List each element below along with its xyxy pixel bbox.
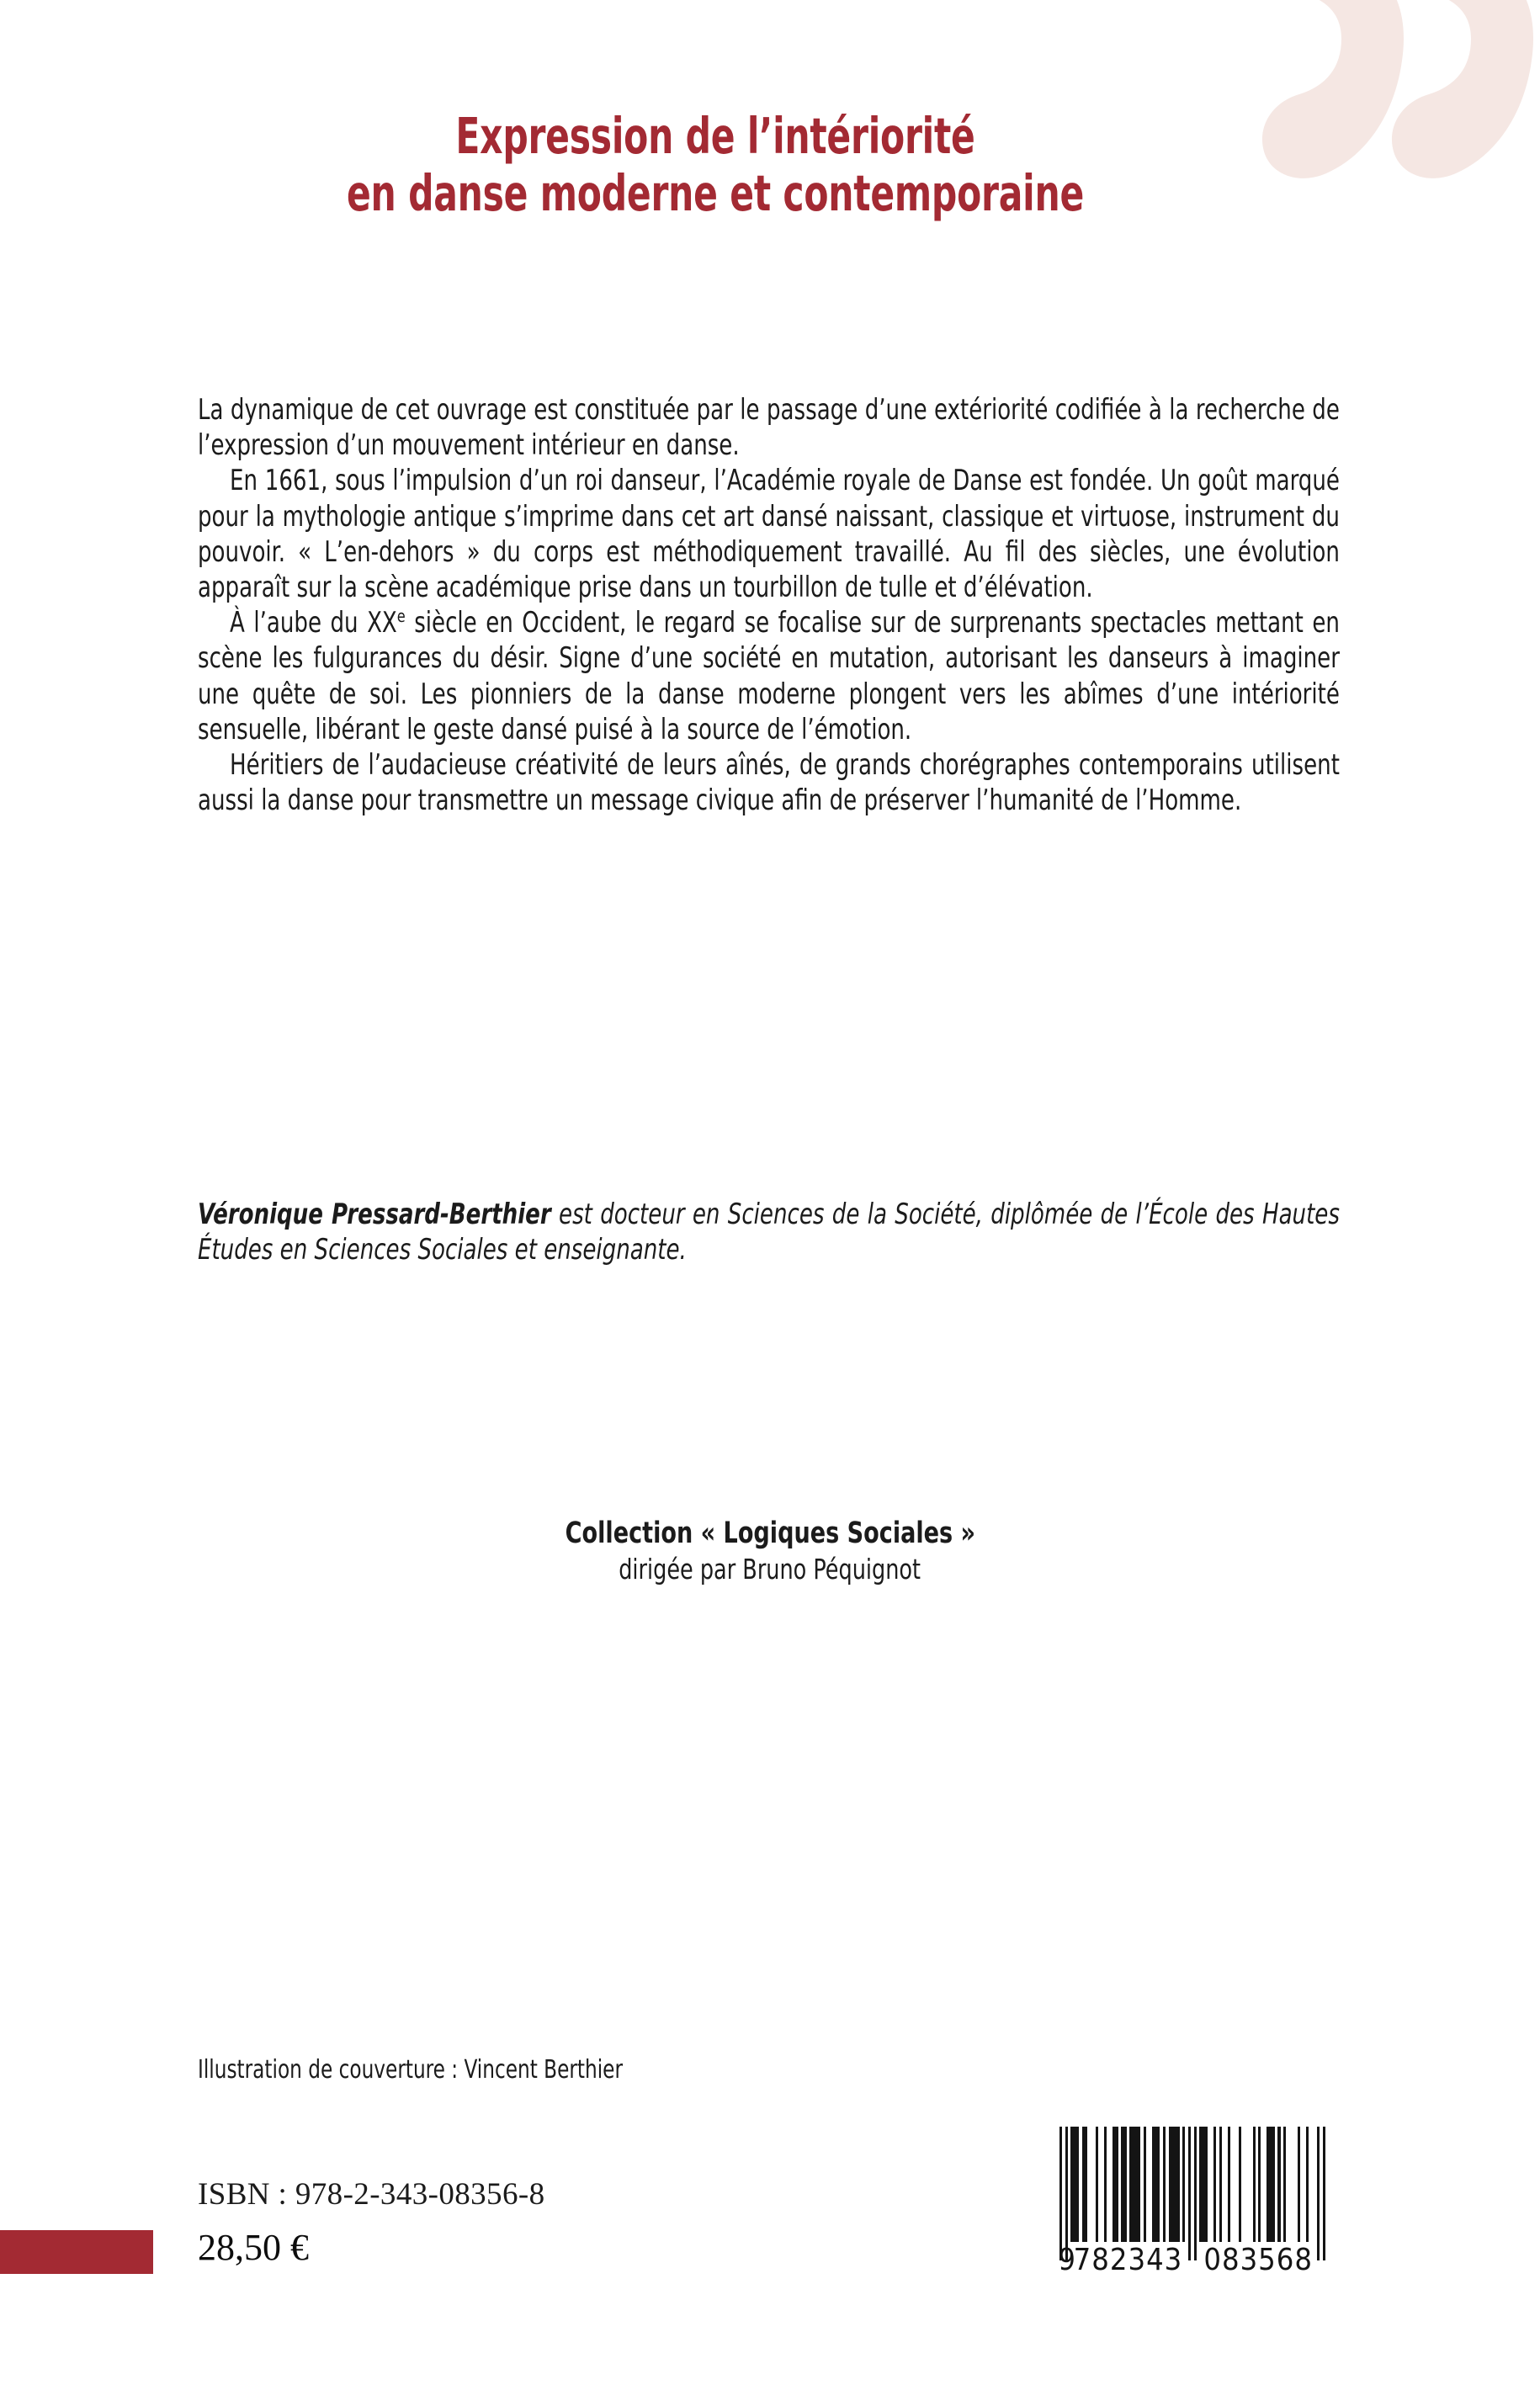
book-title-line-1: Expression de l’intériorité <box>455 107 975 165</box>
barcode-digit-left: 9 <box>1058 2243 1076 2277</box>
barcode-digit-group-2: 083568 <box>1203 2243 1313 2277</box>
red-accent-bar <box>0 2230 153 2274</box>
price-text: 28,50 € <box>198 2227 309 2268</box>
barcode-digit-group-1: 782343 <box>1073 2243 1183 2277</box>
book-title <box>135 108 1296 223</box>
collection-director: dirigée par Bruno Péquignot <box>619 1553 921 1586</box>
collection-title: Collection « Logiques Sociales » <box>565 1517 975 1550</box>
blurb-paragraph: À l’aube du XXe siècle en Occident, le regard se focalise sur de surprenants spectacles mettant en scène les fulgurances du désir. Signe d’une société en mutation, autorisant les danseurs à imaginer une quête de soi. Les pionniers de la danse moderne plongent vers les abîmes d’une intériorité sensuelle, libérant le geste dansé puisé à la source de l’émotion. <box>198 606 1340 746</box>
author-bio-rest: est docteur en Sciences de la Société, diplômée de l’École des Hautes Études en Sciences Sociales et enseignante. <box>198 1198 1340 1267</box>
author-bio-text <box>198 1197 1340 1267</box>
author-bio <box>198 1197 1340 1267</box>
collection-info <box>0 1515 1540 1587</box>
author-name: Véronique Pressard-Berthier <box>198 1198 551 1230</box>
barcode-digits <box>1059 2244 1325 2277</box>
barcode-bars <box>1059 2127 1325 2242</box>
quote-decoration <box>1261 0 1540 189</box>
isbn-text: ISBN : 978-2-343-08356-8 <box>198 2177 545 2212</box>
illustration-credit: Illustration de couverture : Vincent Berthier <box>198 2055 624 2085</box>
barcode <box>1058 2127 1325 2277</box>
blurb-paragraph: La dynamique de cet ouvrage est constituée par le passage d’une extériorité codifiée à la recherche de l’expression d’un mouvement intérieur en danse. <box>198 393 1340 462</box>
book-title-line-2: en danse moderne et contemporaine <box>346 164 1085 223</box>
blurb-paragraph: Héritiers de l’audacieuse créativité de leurs aînés, de grands chorégraphes contemporains utilisent aussi la danse pour transmettre un message civique afin de préserver l’humanité de l’Homme. <box>198 748 1340 817</box>
blurb-body <box>198 392 1340 818</box>
blurb-paragraph: En 1661, sous l’impulsion d’un roi danseur, l’Académie royale de Danse est fondée. Un goût marqué pour la mythologie antique s’imprime dans cet art dansé naissant, classique et virtuose, instrument du pouvoir. « L’en-dehors » du corps est méthodiquement travaillé. Au fil des siècles, une évolution apparaît sur la scène académique prise dans un tourbillon de tulle et d’élévation. <box>198 464 1340 604</box>
